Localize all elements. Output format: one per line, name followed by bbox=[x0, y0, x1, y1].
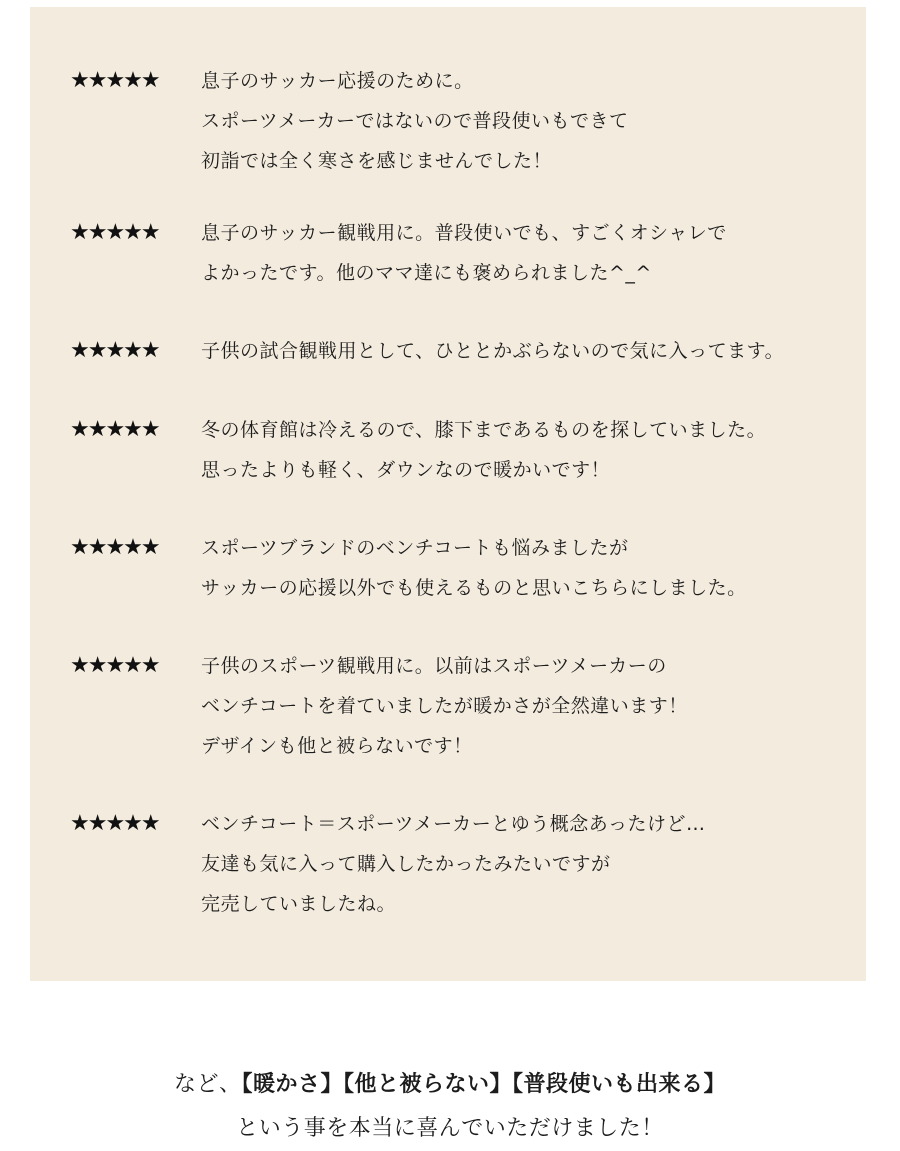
review-text bbox=[201, 646, 861, 766]
star-rating: ★★★★★ bbox=[70, 220, 159, 245]
review-line: 初詣では全く寒さを感じませんでした！ bbox=[201, 150, 553, 172]
summary bbox=[0, 1063, 900, 1151]
review-line: 思ったよりも軽く、ダウンなので暖かいです！ bbox=[201, 459, 611, 481]
review-line: ベンチコート＝スポーツメーカーとゆう概念あったけど… bbox=[201, 813, 706, 835]
review-text bbox=[201, 804, 861, 924]
star-rating: ★★★★★ bbox=[70, 68, 159, 93]
summary-line-1 bbox=[0, 1063, 900, 1107]
star-rating: ★★★★★ bbox=[70, 653, 159, 678]
review-line: 完売していましたね。 bbox=[201, 893, 397, 915]
review-line: 友達も気に入って購入したかったみたいですが bbox=[201, 853, 611, 875]
review-text bbox=[201, 410, 861, 490]
review-line: 息子のサッカー観戦用に。普段使いでも、すごくオシャレで bbox=[201, 222, 727, 244]
highlight-unique: 【他と被らない】 bbox=[343, 1072, 513, 1097]
star-rating: ★★★★★ bbox=[70, 338, 159, 363]
review-line: スポーツメーカーではないので普段使いもできて bbox=[201, 110, 629, 132]
review-line: 子供の試合観戦用として、ひととかぶらないので気に入ってます。 bbox=[201, 340, 785, 362]
star-rating: ★★★★★ bbox=[70, 535, 159, 560]
star-rating: ★★★★★ bbox=[70, 417, 159, 442]
review-line: スポーツブランドのベンチコートも悩みましたが bbox=[201, 537, 629, 559]
review-text bbox=[201, 331, 861, 371]
review-line: ベンチコートを着ていましたが暖かさが全然違います！ bbox=[201, 695, 688, 717]
review-line: よかったです。他のママ達にも褒められました^_^ bbox=[201, 262, 652, 284]
review-line: 子供のスポーツ観戦用に。以前はスポーツメーカーの bbox=[201, 655, 667, 677]
review-panel bbox=[30, 7, 866, 981]
review-text bbox=[201, 213, 861, 293]
highlight-warmth: 【暖かさ】 bbox=[241, 1072, 343, 1097]
review-line: サッカーの応援以外でも使えるものと思いこちらにしました。 bbox=[201, 577, 747, 599]
review-line: 息子のサッカー応援のために。 bbox=[201, 70, 474, 92]
review-text bbox=[201, 528, 861, 608]
review-text bbox=[201, 61, 861, 181]
review-line: 冬の体育館は冷えるので、膝下まであるものを探していました。 bbox=[201, 419, 767, 441]
summary-line-2: という事を本当に喜んでいただけました！ bbox=[236, 1116, 664, 1141]
review-line: デザインも他と被らないです！ bbox=[201, 735, 473, 757]
summary-prefix: など、 bbox=[173, 1072, 242, 1097]
highlight-everyday-use: 【普段使いも出来る】 bbox=[512, 1072, 727, 1097]
star-rating: ★★★★★ bbox=[70, 811, 159, 836]
